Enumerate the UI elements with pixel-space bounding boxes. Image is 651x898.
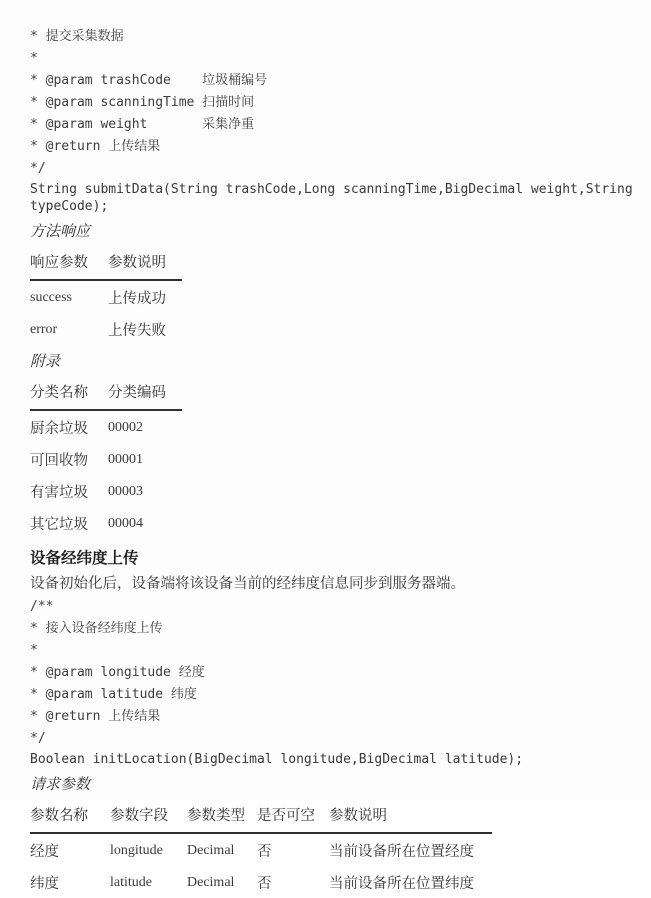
table-header-row: [30, 377, 182, 410]
table-row: [30, 410, 182, 443]
category-name-cell: 有害垃圾: [30, 485, 88, 501]
table-row: [30, 507, 182, 539]
column-header-param-desc: 参数说明: [329, 800, 492, 833]
nullable-cell: 否: [257, 844, 272, 860]
request-params-table: [30, 800, 492, 898]
section-heading-device-location-upload: 设备经纬度上传: [30, 550, 139, 567]
comment-line: */: [30, 731, 46, 746]
comment-line: * @param weight 采集净重: [30, 117, 255, 132]
param-name-cell: 纬度: [30, 876, 59, 892]
response-param-cell: success: [30, 289, 72, 305]
column-header-category-name: 分类名称: [30, 377, 108, 410]
comment-line: * @param trashCode 垃圾桶编号: [30, 73, 268, 88]
code-init-location-signature: [30, 751, 623, 768]
param-type-cell: Decimal: [187, 842, 235, 858]
table-header-row: [30, 800, 492, 833]
table-row: [30, 475, 182, 507]
comment-line: /**: [30, 599, 54, 614]
comment-line: * @param latitude 纬度: [30, 687, 197, 702]
param-name-cell: 经度: [30, 844, 59, 860]
column-header-param-field: 参数字段: [110, 800, 187, 833]
comment-line: * @param longitude 经度: [30, 665, 205, 680]
section-description: 设备初始化后，设备端将该设备当前的经纬度信息同步到服务器端。: [30, 576, 465, 592]
comment-line: *: [30, 51, 38, 66]
category-code-cell: 00004: [108, 515, 143, 531]
category-name-cell: 可回收物: [30, 453, 88, 469]
column-header-param-desc: 参数说明: [108, 247, 182, 280]
code-line: String submitData(String trashCode,Long scanningTime,BigDecimal weight,String: [30, 182, 633, 197]
column-header-param-type: 参数类型: [187, 800, 257, 833]
appendix-category-table: [30, 377, 182, 539]
param-desc-cell: 上传成功: [108, 291, 166, 307]
table-row: [30, 443, 182, 475]
column-header-category-code: 分类编码: [108, 377, 182, 410]
column-header-nullable: 是否可空: [257, 800, 329, 833]
code-line: Boolean initLocation(BigDecimal longitude,BigDecimal latitude);: [30, 752, 524, 767]
section-heading-method-response: 方法响应: [30, 223, 91, 240]
param-type-cell: Decimal: [187, 874, 235, 890]
comment-line: * @return 上传结果: [30, 139, 161, 154]
table-row: [30, 313, 182, 345]
table-row: [30, 280, 182, 313]
category-name-cell: 其它垃圾: [30, 517, 88, 533]
section-heading-appendix: 附录: [30, 353, 61, 370]
param-field-cell: longitude: [110, 842, 163, 858]
table-row: [30, 833, 492, 866]
table-header-row: [30, 247, 182, 280]
category-code-cell: 00003: [108, 483, 143, 499]
javadoc-comment-submit-data: [30, 26, 623, 180]
comment-line: */: [30, 161, 46, 176]
comment-line: * @param scanningTime 扫描时间: [30, 95, 255, 110]
param-desc-cell: 当前设备所在位置经度: [329, 844, 474, 860]
category-code-cell: 00002: [108, 419, 143, 435]
category-name-cell: 厨余垃圾: [30, 421, 88, 437]
nullable-cell: 否: [257, 876, 272, 892]
param-field-cell: latitude: [110, 874, 152, 890]
comment-line: *: [30, 643, 38, 658]
table-row: [30, 866, 492, 898]
section-heading-request-params: 请求参数: [30, 776, 91, 793]
comment-line: * @return 上传结果: [30, 709, 161, 724]
param-desc-cell: 上传失败: [108, 323, 166, 339]
comment-line: * 提交采集数据: [30, 29, 124, 44]
response-param-cell: error: [30, 321, 58, 337]
comment-line: * 接入设备经纬度上传: [30, 621, 163, 636]
column-header-param-name: 参数名称: [30, 800, 110, 833]
code-line: typeCode);: [30, 199, 109, 214]
category-code-cell: 00001: [108, 451, 143, 467]
column-header-response-param: 响应参数: [30, 247, 108, 280]
code-submit-data-signature: [30, 181, 633, 215]
param-desc-cell: 当前设备所在位置纬度: [329, 876, 474, 892]
method-response-table: [30, 247, 182, 345]
javadoc-comment-init-location: [30, 596, 623, 750]
